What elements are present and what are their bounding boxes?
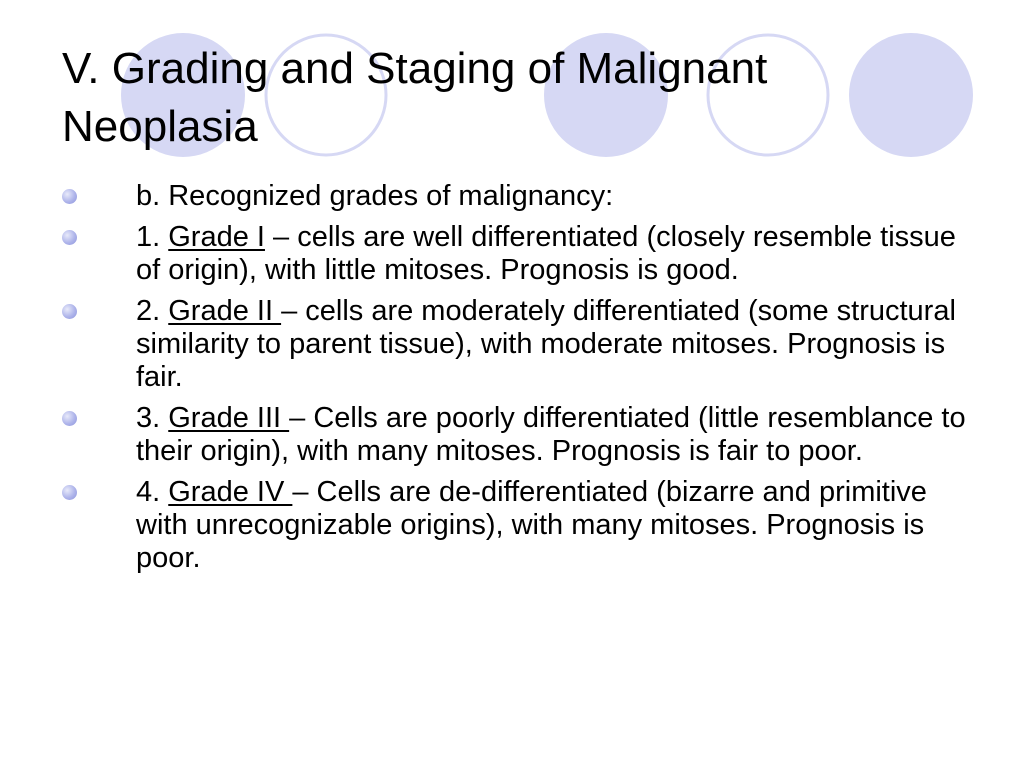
bullet-item: [62, 221, 972, 287]
bullet-item: [62, 402, 972, 468]
slide-title-line-2: Neoplasia: [62, 102, 258, 151]
slide-title-line-1: V. Grading and Staging of Malignant: [62, 44, 768, 93]
bullet-prefix: 4.: [136, 476, 169, 508]
bullet-prefix: b. Recognized grades of malignancy:: [136, 180, 614, 212]
bullet-item: [62, 295, 972, 394]
slide-title: [62, 40, 962, 156]
bullet-dot-icon: [62, 304, 77, 319]
grade-term: Grade II: [168, 295, 282, 327]
bullet-item: [62, 476, 972, 575]
bullet-prefix: 3.: [136, 402, 169, 434]
bullet-dot-icon: [62, 411, 77, 426]
grade-term: Grade IV: [168, 476, 293, 508]
bullet-dot-icon: [62, 485, 77, 500]
bullet-text: – cells are moderately differentiated (some structural similarity to parent tissue), with moderate mitoses. Prognosis is fair.: [136, 295, 956, 393]
bullet-dot-icon: [62, 189, 77, 204]
grade-term: Grade III: [168, 402, 290, 434]
bullet-text: – cells are well differentiated (closely resemble tissue of origin), with little mitoses. Prognosis is good.: [136, 221, 956, 286]
bullet-prefix: 2.: [136, 295, 169, 327]
bullet-text: – Cells are de-differentiated (bizarre and primitive with unrecognizable origins), with many mitoses. Prognosis is poor.: [136, 476, 927, 574]
bullet-dot-icon: [62, 230, 77, 245]
bullet-text: – Cells are poorly differentiated (little resemblance to their origin), with many mitoses. Prognosis is fair to poor.: [136, 402, 966, 467]
bullet-list: [62, 180, 972, 583]
bullet-item: [62, 180, 972, 213]
bullet-prefix: 1.: [136, 221, 169, 253]
grade-term: Grade I: [168, 221, 265, 253]
